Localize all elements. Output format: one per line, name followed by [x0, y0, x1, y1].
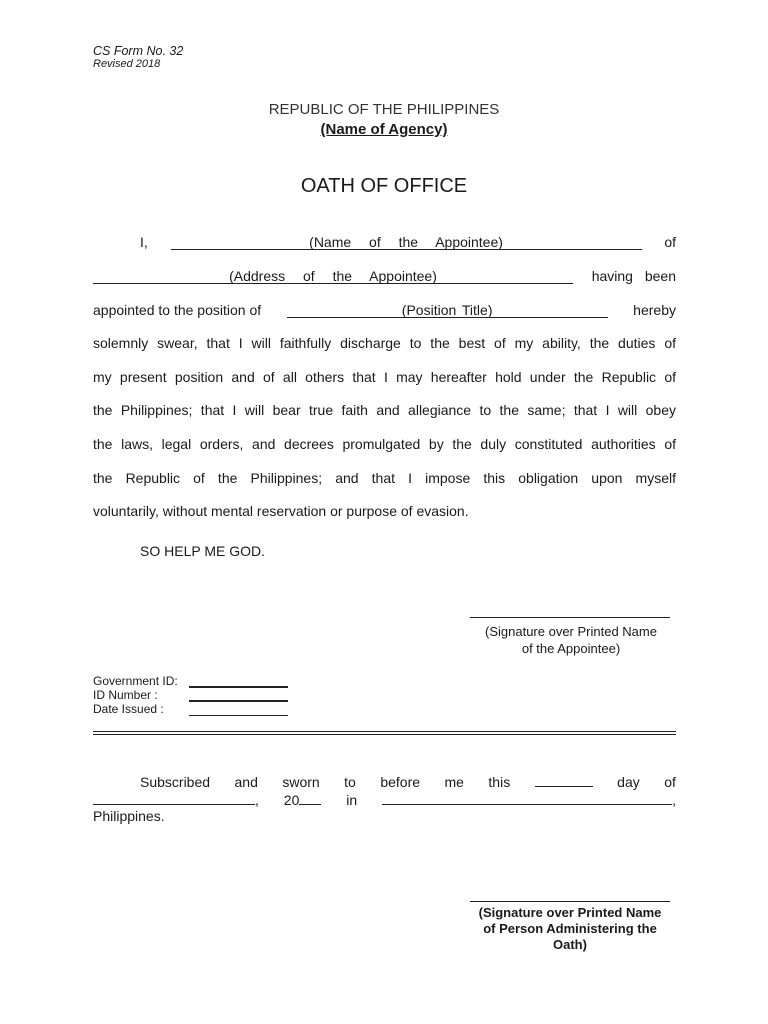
jurat-text: sworn	[282, 774, 320, 790]
government-id-label: Government ID:	[93, 674, 178, 688]
oath-line: solemnly swear, that I will faithfully discharge to the best of my ability, the duties of	[93, 335, 676, 351]
oath-line: voluntarily, without mental reservation or purpose of evasion.	[93, 503, 469, 519]
id-number-field[interactable]	[189, 689, 288, 702]
year-field[interactable]	[299, 789, 321, 805]
signature-label-line: (Signature over Printed Name	[478, 905, 662, 920]
oath-text: having been	[591, 268, 676, 284]
oath-line: my present position and of all others that I may hereafter hold under the Republic of	[93, 369, 676, 385]
government-id-row	[93, 674, 288, 688]
signature-label-line: (Signature over Printed Name	[485, 624, 657, 639]
jurat-text: before	[380, 774, 421, 790]
month-field[interactable]	[93, 789, 255, 805]
form-number: CS Form No. 32	[93, 44, 184, 58]
oath-text: of	[664, 234, 676, 250]
jurat-text: of	[664, 774, 676, 790]
oath-line: the laws, legal orders, and decrees promulgated by the duly constituted authorities of	[93, 436, 676, 452]
appointee-name-field[interactable]: (Name of the Appointee)	[171, 234, 642, 250]
jurat-text: me	[444, 774, 464, 790]
jurat-text: day	[617, 774, 640, 790]
appointee-signature-label	[466, 623, 676, 657]
jurat-text: and	[234, 774, 258, 790]
oath-line: the Philippines; that I will bear true faith and allegiance to the same; that I will obey	[93, 402, 676, 418]
government-id-field[interactable]	[189, 675, 288, 688]
jurat-comma: ,	[255, 792, 259, 808]
republic-heading: REPUBLIC OF THE PHILIPPINES	[268, 101, 500, 118]
page-title: OATH OF OFFICE	[300, 175, 468, 197]
oath-line-2	[93, 266, 676, 286]
section-divider	[93, 731, 676, 735]
jurat-end: Philippines.	[93, 808, 165, 824]
agency-name: (Name of Agency)	[320, 121, 448, 138]
date-issued-field[interactable]	[189, 704, 288, 716]
jurat-comma: ,	[672, 792, 676, 808]
jurat-text: this	[488, 774, 511, 790]
appointee-signature-line[interactable]	[470, 617, 670, 618]
oath-text: appointed to the position of	[93, 302, 262, 318]
administrator-signature-label	[462, 905, 678, 953]
oath-text: hereby	[633, 302, 676, 318]
signature-label-line: Oath)	[553, 937, 587, 952]
day-field[interactable]	[535, 771, 593, 787]
year-prefix: 20	[283, 792, 300, 808]
jurat-text: in	[346, 792, 358, 808]
jurat-text: Subscribed	[140, 774, 211, 790]
place-field[interactable]	[382, 789, 672, 805]
oath-line-1	[140, 232, 676, 252]
jurat-line-1	[140, 771, 676, 791]
administrator-signature-line[interactable]	[470, 901, 670, 902]
signature-label-line: of the Appointee)	[521, 641, 621, 656]
oath-pronoun: I,	[140, 234, 148, 250]
closing-phrase: SO HELP ME GOD.	[140, 543, 265, 559]
id-number-label: ID Number :	[93, 688, 158, 702]
oath-line: the Republic of the Philippines; and that I impose this obligation upon myself	[93, 470, 676, 486]
oath-line-3	[93, 300, 676, 320]
id-number-row	[93, 688, 288, 702]
signature-label-line: of Person Administering the	[483, 921, 657, 936]
jurat-text: to	[344, 774, 356, 790]
date-issued-label: Date Issued :	[93, 702, 164, 716]
date-issued-row	[93, 702, 288, 716]
position-title-field[interactable]: (Position Title)	[287, 302, 608, 318]
revision-year: Revised 2018	[93, 58, 161, 70]
appointee-address-field[interactable]: (Address of the Appointee)	[93, 268, 573, 284]
